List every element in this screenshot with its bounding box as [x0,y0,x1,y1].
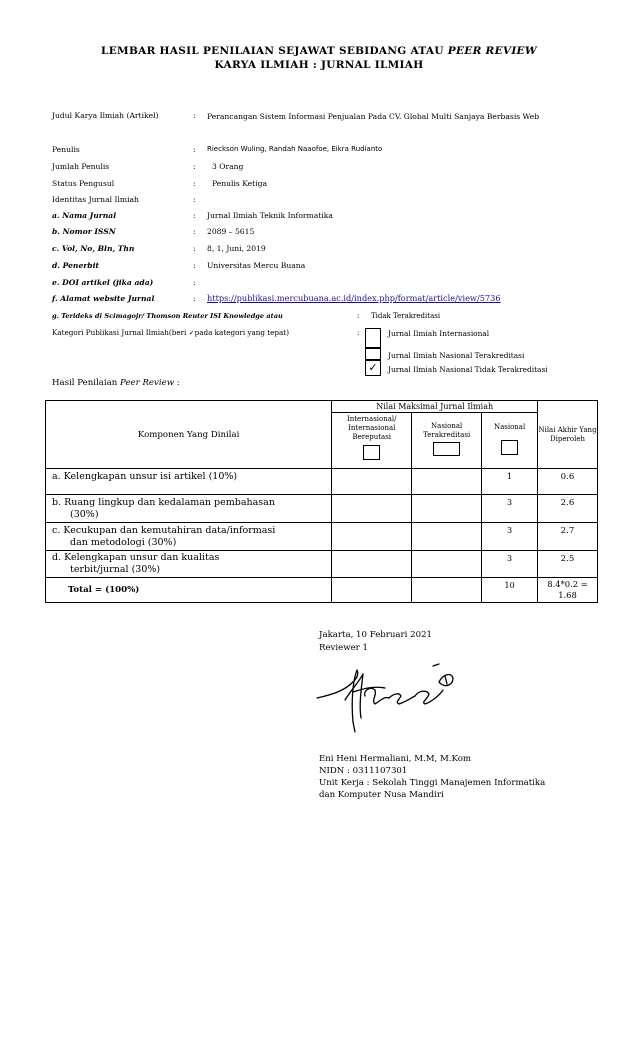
reviewer-label: Reviewer 1 [319,643,368,653]
cell-internasional [332,523,412,551]
colon: : [193,195,196,204]
col-nas-terakreditasi-box [433,442,460,456]
total-akhir-line2: 1.68 [558,590,577,600]
nama-jurnal-label: a. Nama Jurnal [52,211,117,220]
col-internasional-label: Internasional/ Internasional Bereputasi [346,415,397,441]
cell-akhir: 2.6 [538,495,598,523]
cell-internasional [332,495,412,523]
issn-label: b. Nomor ISSN [52,227,116,236]
vol-value: 8, 1, Juni, 2019 [207,244,266,253]
cell-nasional: 3 [482,495,538,523]
reviewer-name: Eni Heni Hermaliani, M.M, M.Kom [319,754,472,764]
col-internasional [332,413,412,469]
criterion-d [46,551,332,578]
issn-value: 2089 – 5615 [207,227,255,236]
doi-label: e. DOI artikel (jika ada) [52,278,154,287]
colon: : [193,162,196,171]
reviewer-unit-line2: dan Komputer Nusa Mandiri [319,790,444,800]
kategori-checkbox-internasional[interactable] [365,328,381,348]
terindeks-label: g. Terideks di Scimagojr/ Thomson Reuter ISI Knowledge atau [52,312,283,320]
document-subtitle: KARYA ILMIAH : JURNAL ILMIAH [214,59,424,71]
nama-jurnal-value: Jurnal Ilmiah Teknik Informatika [207,211,333,220]
hasil-penilaian-label [52,378,180,388]
alamat-label: f. Alamat website Jurnal [52,294,155,303]
total-akhir [538,578,598,603]
total-akhir-line1: 8.4*0.2 = [547,579,588,589]
criterion-d-line1: d. Kelengkapan unsur dan kualitas [52,552,220,563]
komponen-header: Komponen Yang Dinilai [46,401,332,469]
title-line1: LEMBAR HASIL PENILAIAN SEJAWAT SEBIDANG ATAU [101,45,448,57]
review-table [45,400,598,603]
kategori-option-nasional-terakreditasi: Jurnal Ilmiah Nasional Terakreditasi [388,351,525,360]
status-label: Status Pengusul [52,179,115,188]
criterion-c-line2: dan metodologi (30%) [70,536,177,548]
table-row [46,551,598,578]
cell-nasional: 1 [482,469,538,495]
judul-label: Judul Karya Ilmiah (Artikel) [52,111,159,120]
check-icon: ✓ [368,361,378,374]
cell-nasional: 3 [482,523,538,551]
col-nas-terakreditasi-label: Nasional Terakreditasi [423,422,471,439]
reviewer-nidn: NIDN : 0311107301 [319,766,408,776]
kategori-checkbox-nasional-terakreditasi[interactable] [365,348,381,360]
table-row [46,469,598,495]
colon: : [193,211,196,220]
colon: : [193,244,196,253]
criterion-b [46,495,332,523]
kategori-option-nasional-tidak-terakreditasi: Jurnal Ilmiah Nasional Tidak Terakreditasi [388,365,548,374]
jumlah-label: Jumlah Penulis [52,162,110,171]
title-peer-review: PEER REVIEW [447,45,537,57]
cell-akhir: 2.5 [538,551,598,578]
total-label: Total = (100%) [46,578,332,603]
cell-nas-terakreditasi [412,578,482,603]
criterion-a [46,469,332,495]
table-row [46,495,598,523]
document-title [0,45,638,57]
colon: : [357,312,360,320]
nilai-maksimal-header: Nilai Maksimal Jurnal Ilmiah [332,401,538,413]
penerbit-value: Universitas Mercu Buana [207,261,306,270]
cell-akhir: 2.7 [538,523,598,551]
criterion-d-line2: terbit/jurnal (30%) [70,564,161,575]
table-row [46,523,598,551]
cell-internasional [332,551,412,578]
cell-nas-terakreditasi [412,469,482,495]
penulis-value: Rieckson Wuling, Randah Naaofoe, Eikra Rudianto [207,145,383,153]
total-nasional: 10 [482,578,538,603]
total-row [46,578,598,603]
kategori-checkbox-nasional-tidak-terakreditasi[interactable] [365,360,381,376]
colon: : [357,328,360,337]
cell-nasional: 3 [482,551,538,578]
colon: : [193,294,196,303]
colon: : [193,227,196,236]
col-nas-terakreditasi [412,413,482,469]
hasil-peer-review: Peer Review [120,378,175,388]
kategori-label: Kategori Publikasi Jurnal Ilmiah(beri ✓pada kategori yang tepat) [52,328,289,337]
cell-nas-terakreditasi [412,523,482,551]
col-nasional-box [501,440,518,455]
criterion-c-line1: c. Kecukupan dan kemutahiran data/informasi [52,524,276,536]
nilai-akhir-header: Nilai Akhir Yang Diperoleh [538,401,598,469]
reviewer-unit-line1: Unit Kerja : Sekolah Tinggi Manajemen Informatika [319,778,546,788]
colon: : [193,111,196,120]
colon: : [193,179,196,188]
cell-internasional [332,469,412,495]
status-value: Penulis Ketiga [212,179,268,188]
criterion-b-line1: b. Ruang lingkup dan kedalaman pembahasan [52,496,275,508]
signature-image [315,660,465,740]
identitas-label: Identitas Jurnal Ilmiah [52,195,139,204]
hasil-text: Hasil Penilaian [52,378,121,388]
colon: : [193,145,196,154]
criterion-c [46,523,332,551]
colon: : [193,261,196,270]
criterion-a-text: a. Kelengkapan unsur isi artikel (10%) [52,471,238,482]
penerbit-label: d. Penerbit [52,261,99,270]
hasil-colon: : [174,378,180,388]
cell-internasional [332,578,412,603]
cell-nas-terakreditasi [412,495,482,523]
place-date: Jakarta, 10 Februari 2021 [319,630,433,640]
colon: : [193,278,196,287]
terindeks-value: Tidak Terakreditasi [371,312,441,320]
jumlah-value: 3 Orang [212,162,244,171]
col-nasional-label: Nasional [493,423,526,431]
criterion-b-line2: (30%) [70,508,99,520]
cell-nas-terakreditasi [412,551,482,578]
cell-akhir: 0.6 [538,469,598,495]
col-internasional-box [363,445,380,460]
judul-value: Perancangan Sistem Informasi Penjualan Pada CV. Global Multi Sanjaya Berbasis Web [207,112,540,121]
kategori-option-internasional: Jurnal Ilmiah Internasional [388,329,490,338]
penulis-label: Penulis [52,145,80,154]
journal-url-link[interactable]: https://publikasi.mercubuana.ac.id/index.php/format/article/view/5736 [207,293,501,303]
col-nasional [482,413,538,469]
vol-label: c. Vol, No, Bln, Thn [52,244,135,253]
